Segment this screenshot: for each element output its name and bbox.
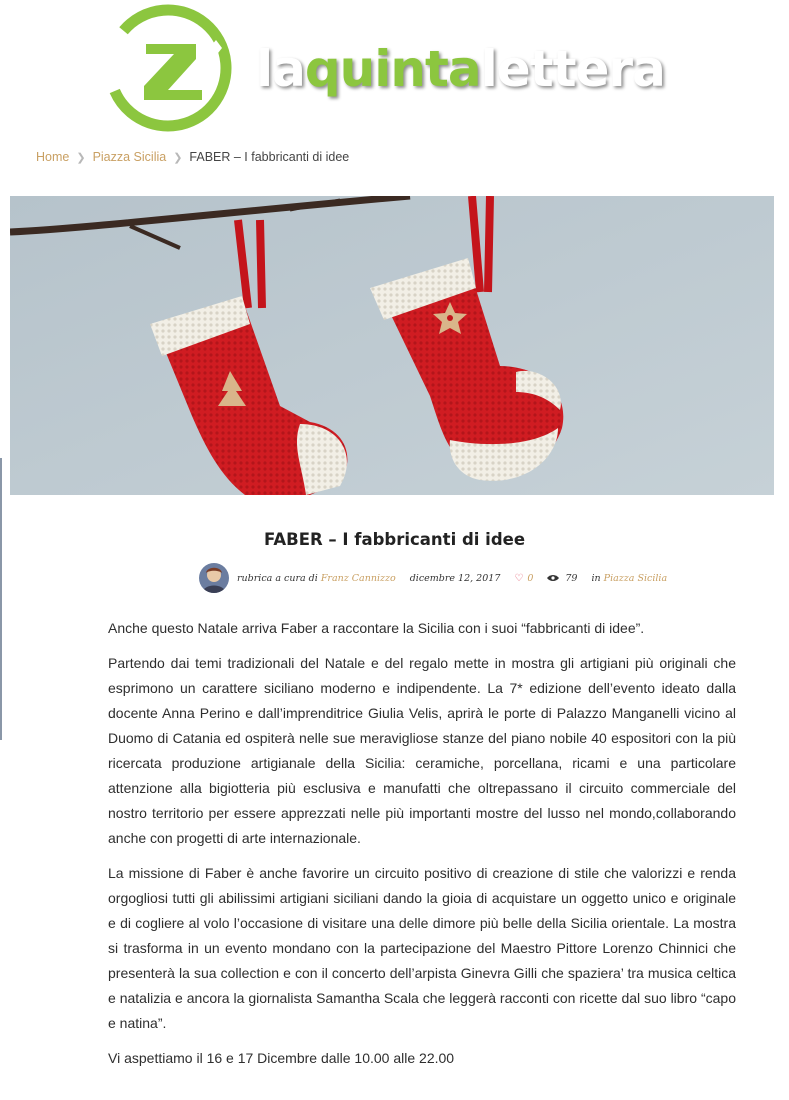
like-count[interactable]: 0 bbox=[527, 572, 534, 584]
chevron-right-icon: ❯ bbox=[173, 152, 183, 164]
byline-prefix: rubrica a cura di bbox=[237, 572, 318, 584]
view-count: 79 bbox=[565, 572, 578, 584]
site-logo[interactable] bbox=[104, 4, 664, 132]
breadcrumb-category-link[interactable]: Piazza Sicilia bbox=[92, 150, 167, 164]
logo-wordmark: laquintalettera bbox=[256, 40, 665, 98]
chevron-right-icon: ❯ bbox=[76, 152, 86, 164]
logo-mark-icon bbox=[104, 4, 234, 132]
breadcrumb bbox=[36, 148, 349, 167]
category-link[interactable]: Piazza Sicilia bbox=[603, 572, 668, 584]
category-prefix: in bbox=[591, 572, 601, 584]
paragraph: Vi aspettiamo il 16 e 17 Dicembre dalle 10.00 alle 22.00 bbox=[108, 1050, 455, 1066]
paragraph: Partendo dai temi tradizionali del Natale e del regalo mette in mostra gli artigiani più originali che esprimono un carattere siciliano moderno e indipendente. La 7* edizione dell’evento ideato dalla docente Anna Perino e dall’imprenditrice Giulia Velis, aprirà le porte di Palazzo Manganelli vicino al Duomo di Catania ed ospiterà nelle sue meravigliose stanze del piano nobile 40 espositori con la più ricercata produzione artigianale della Sicilia: ceramiche, porcellana, ricami e una particolare attenzione alla bigiotteria più esclusiva e manufatti che oltrepassano il circuito commerciale del nostro territorio per essere apprezzati nelle più importanti mostre del lusso nel mondo,collaborando anche con progetti di arte internazionale. bbox=[108, 655, 736, 846]
paragraph: La missione di Faber è anche favorire un circuito positivo di creazione di stile che valorizzi e renda orgogliosi tutti gli abilissimi artigiani siciliani dando la gioia di acquistare un oggetto unico e originale e di cogliere al volo l’occasione di visitare una delle dimore più belle della Sicilia orientale. La mostra si trasforma in un evento mondano con la partecipazione del Maestro Pittore Lorenzo Chinnici che presenterà la sua collection e con il concerto dell’arpista Ginevra Gilli che spaziera’ tra musica celtica e natalizia e ancora la giornalista Samantha Scala che leggerà racconti con ricette dal suo libro “capo e natina”. bbox=[108, 865, 736, 1031]
author-link[interactable]: Franz Cannizzo bbox=[320, 572, 396, 584]
post-date: dicembre 12, 2017 bbox=[409, 572, 501, 584]
featured-image bbox=[10, 196, 774, 495]
page-edge-divider bbox=[0, 458, 2, 740]
post-content bbox=[108, 616, 736, 1081]
heart-icon[interactable]: ♡ bbox=[514, 572, 524, 584]
eye-icon bbox=[547, 574, 559, 582]
breadcrumb-current: FABER – I fabbricanti di idee bbox=[189, 150, 350, 164]
paragraph: Anche questo Natale arriva Faber a raccontare la Sicilia con i suoi “fabbricanti di idee”. bbox=[108, 620, 645, 636]
post-meta bbox=[199, 563, 667, 593]
breadcrumb-home-link[interactable]: Home bbox=[36, 150, 70, 164]
author-avatar[interactable] bbox=[199, 563, 229, 593]
post-title: FABER – I fabbricanti di idee bbox=[263, 530, 526, 549]
